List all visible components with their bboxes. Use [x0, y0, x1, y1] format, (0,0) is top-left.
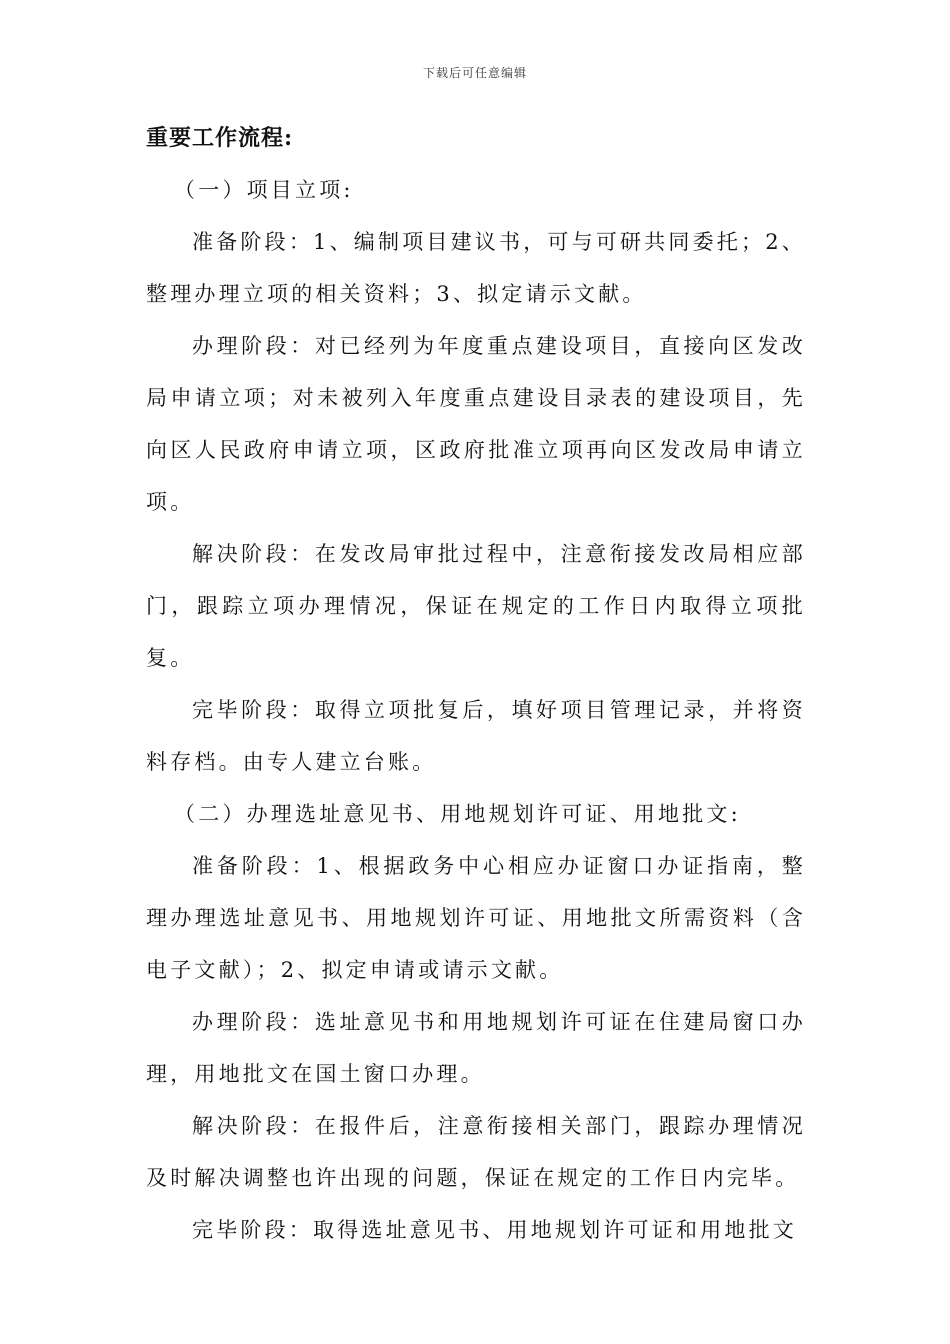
paragraph: 准备阶段：1、根据政务中心相应办证窗口办证指南，整理办理选址意见书、用地规划许可证、用地批文所需资料（含电子文献）；2、拟定申请或请示文献。 — [146, 854, 806, 982]
paragraph: 完毕阶段：取得立项批复后，填好项目管理记录，并将资料存档。由专人建立台账。 — [146, 698, 806, 774]
paragraph: 解决阶段：在报件后，注意衔接相关部门，跟踪办理情况及时解决调整也许出现的问题，保证在规定的工作日内完毕。 — [146, 1114, 806, 1190]
paragraph: 办理阶段：选址意见书和用地规划许可证在住建局窗口办理，用地批文在国土窗口办理。 — [146, 1010, 806, 1086]
section-title: （一）项目立项: — [174, 178, 354, 202]
document-heading: 重要工作流程: — [146, 125, 294, 151]
page-header-note: 下载后可任意编辑 — [422, 66, 527, 80]
paragraph: 准备阶段：1、编制项目建议书，可与可研共同委托；2、整理办理立项的相关资料；3、拟定请示文献。 — [146, 230, 806, 306]
paragraph: 办理阶段：对已经列为年度重点建设项目，直接向区发改局申请立项；对未被列入年度重点建设目录表的建设项目，先向区人民政府申请立项，区政府批准立项再向区发改局申请立项。 — [146, 334, 806, 514]
paragraph: 解决阶段：在发改局审批过程中，注意衔接发改局相应部门，跟踪立项办理情况，保证在规定的工作日内取得立项批复。 — [146, 542, 806, 670]
section-title: （二）办理选址意见书、用地规划许可证、用地批文: — [174, 802, 741, 826]
paragraph: 完毕阶段：取得选址意见书、用地规划许可证和用地批文 — [192, 1218, 797, 1242]
document-body — [146, 112, 806, 1256]
